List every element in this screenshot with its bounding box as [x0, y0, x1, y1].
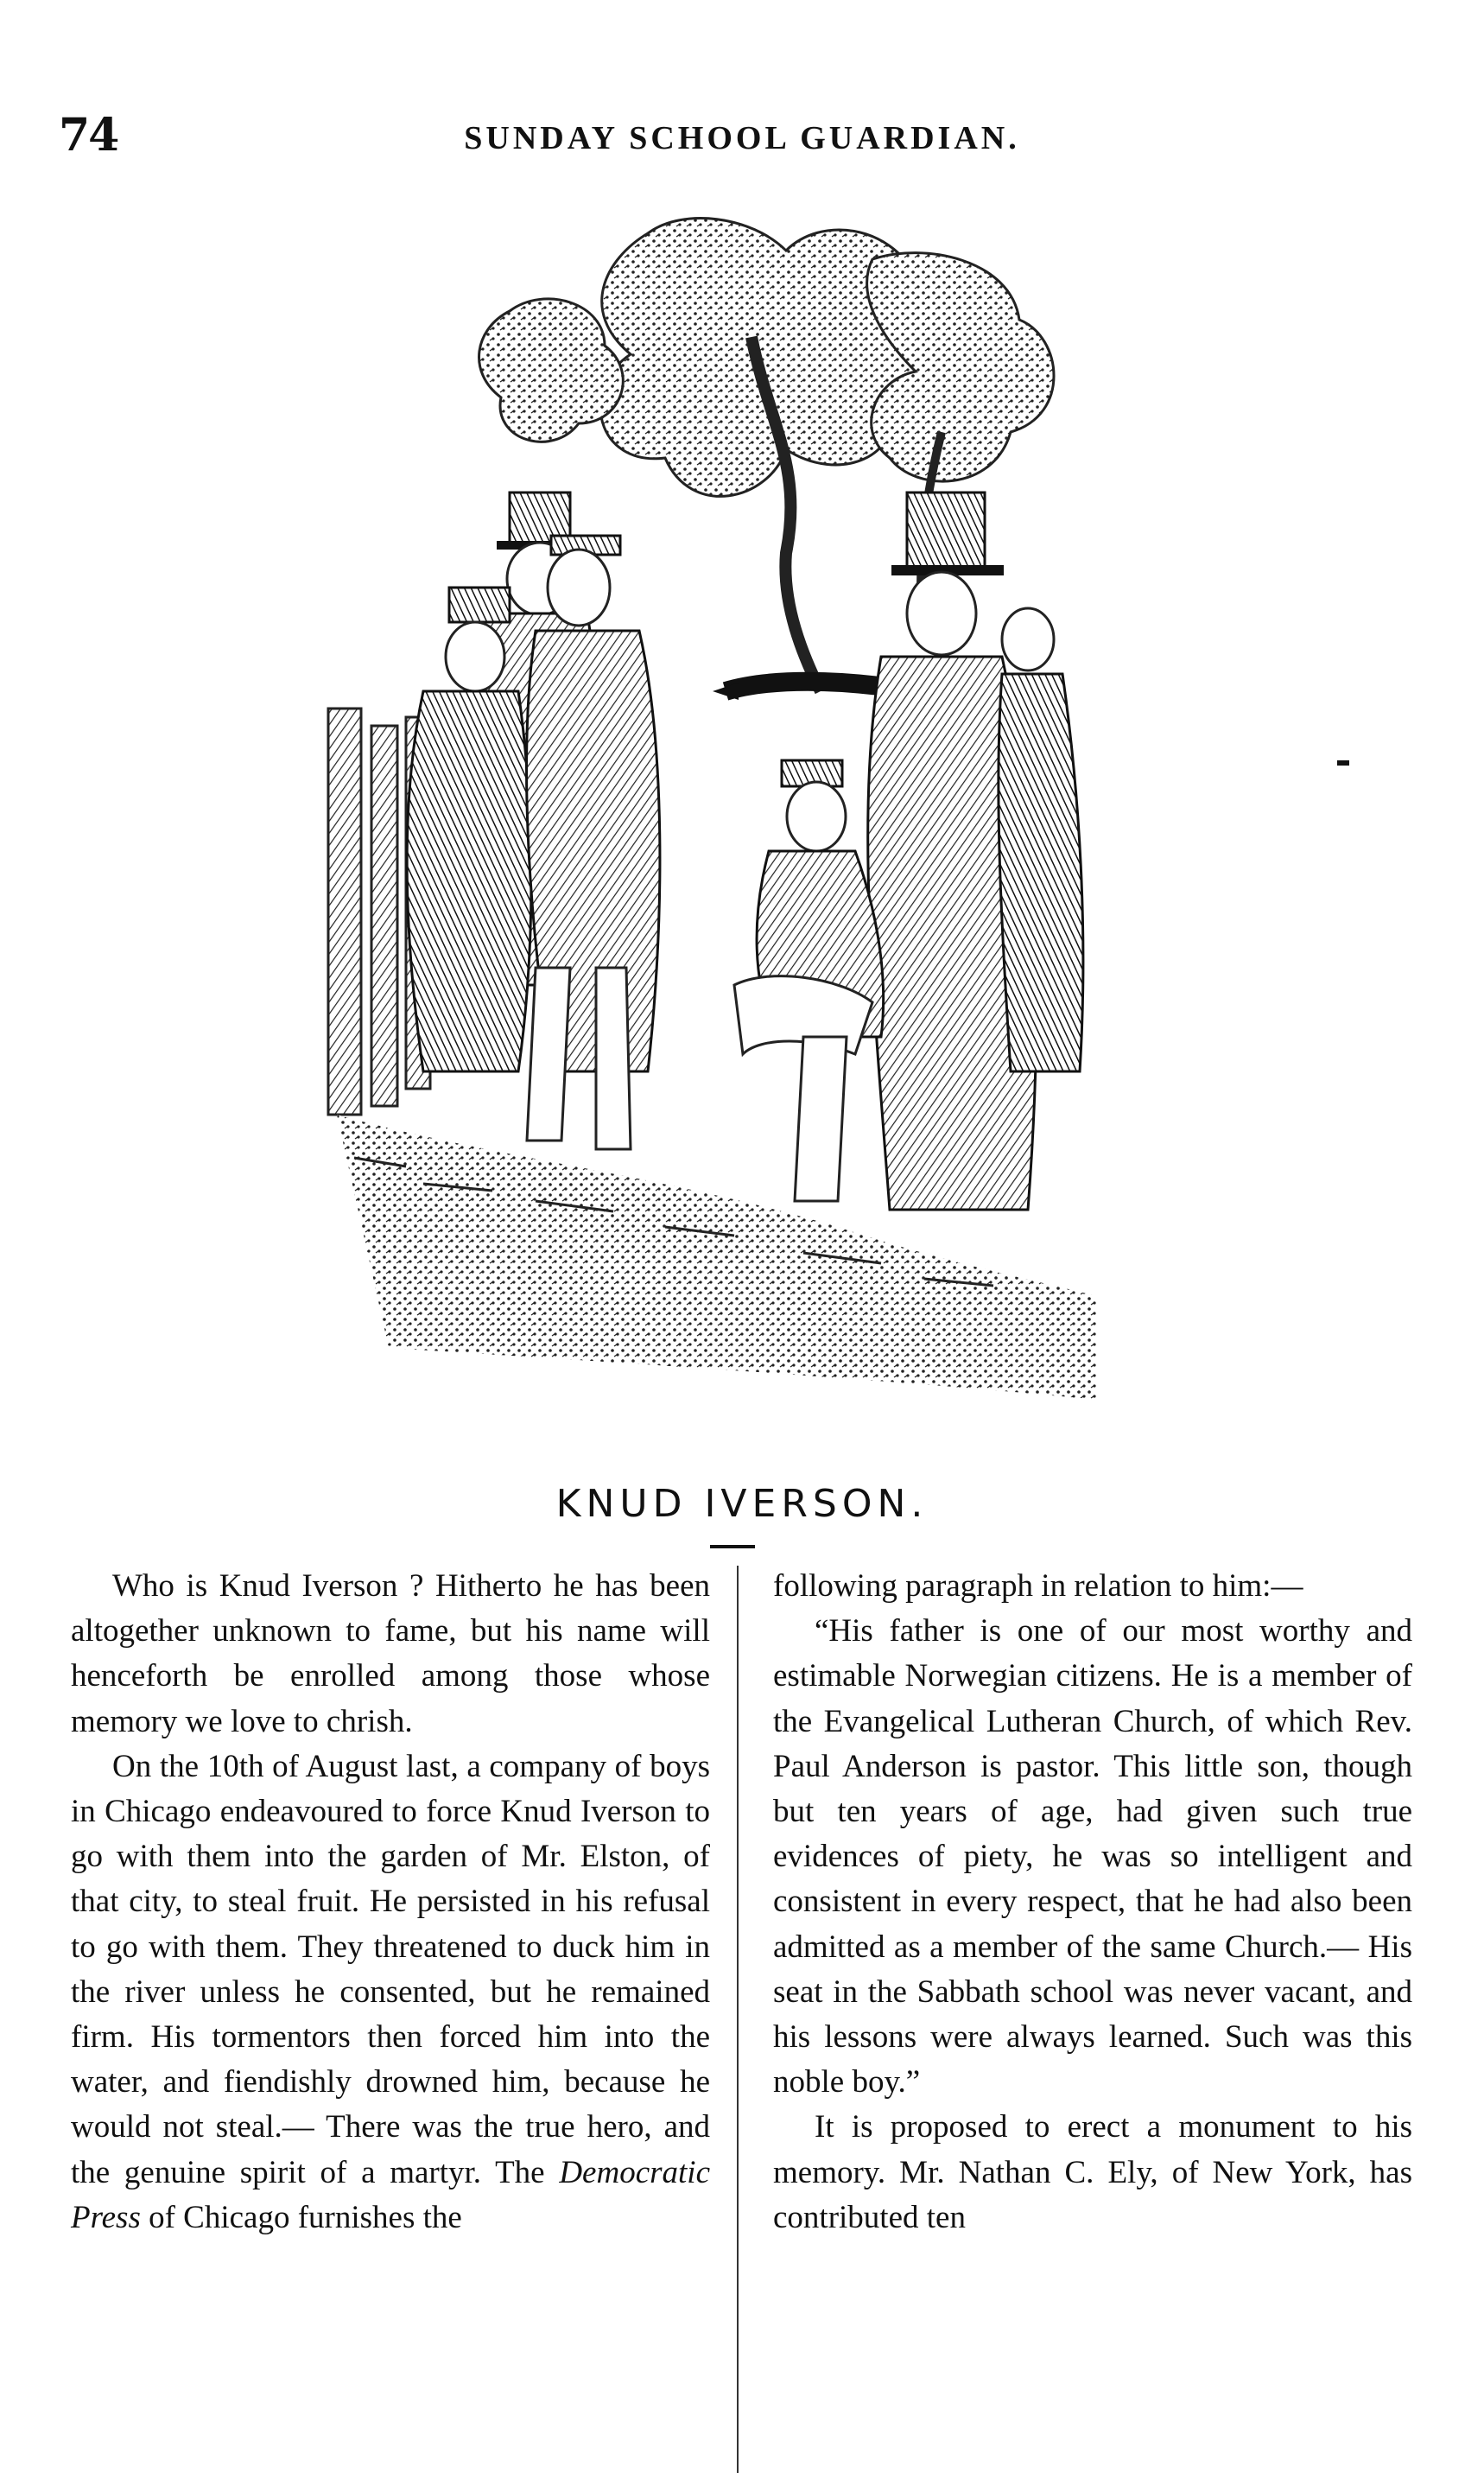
- left-column: [71, 1564, 710, 2240]
- right-paragraph-3: It is proposed to erect a monument to his memory. Mr. Nathan C. Ely, of New York, has contributed ten: [773, 2109, 1412, 2235]
- right-column: [773, 1564, 1412, 2240]
- stray-ink-mark: [1337, 760, 1349, 766]
- page-number: 74: [59, 109, 118, 162]
- running-head: SUNDAY SCHOOL GUARDIAN.: [464, 120, 1020, 156]
- article-title: KNUD IVERSON.: [555, 1482, 929, 1526]
- right-paragraph-2: “His father is one of our most worthy and estimable Norwegian citizens. He is a member of the Evangelical Lutheran Church, of which Rev. Paul Anderson is pastor. This little son, though but ten years of age, had given such true evidences of piety, he was so intelligent and consistent in every respect, that he had also been admitted as a member of the same Church.— His seat in the Sabbath school was never vacant, and his lessons were always learned. Such was this noble boy.”: [773, 1613, 1412, 2100]
- left-paragraph-1: Who is Knud Iverson ? Hitherto he has been altogether unknown to fame, but his name will henceforth be enrolled among those whose memory we love to chrish.: [71, 1568, 710, 1739]
- newspaper-name: Democratic Press: [71, 2154, 710, 2235]
- column-divider: [737, 1566, 739, 2473]
- right-paragraph-1: following paragraph in relation to him:—: [773, 1568, 1303, 1604]
- left-paragraph-2-text-b: of Chicago furnishes the: [140, 2199, 462, 2235]
- engraving-illustration: [320, 207, 1183, 1452]
- title-rule: [710, 1545, 755, 1548]
- left-paragraph-2-text-a: On the 10th of August last, a company of boys in Chicago endeavoured to force Knud Iverson to go with them into the garden of Mr. Elston, of that city, to steal fruit. He persisted in his refusal to go with them. They threatened to duck him in the river unless he consented, but he remained firm. His tormentors then forced him into the water, and fiendishly drowned him, because he would not steal.— There was the true hero, and the genuine spirit of a martyr. The: [71, 1748, 710, 2190]
- left-paragraph-2: [71, 1745, 710, 2240]
- engraving-boys-at-orchard-fence-icon: [320, 207, 1183, 1452]
